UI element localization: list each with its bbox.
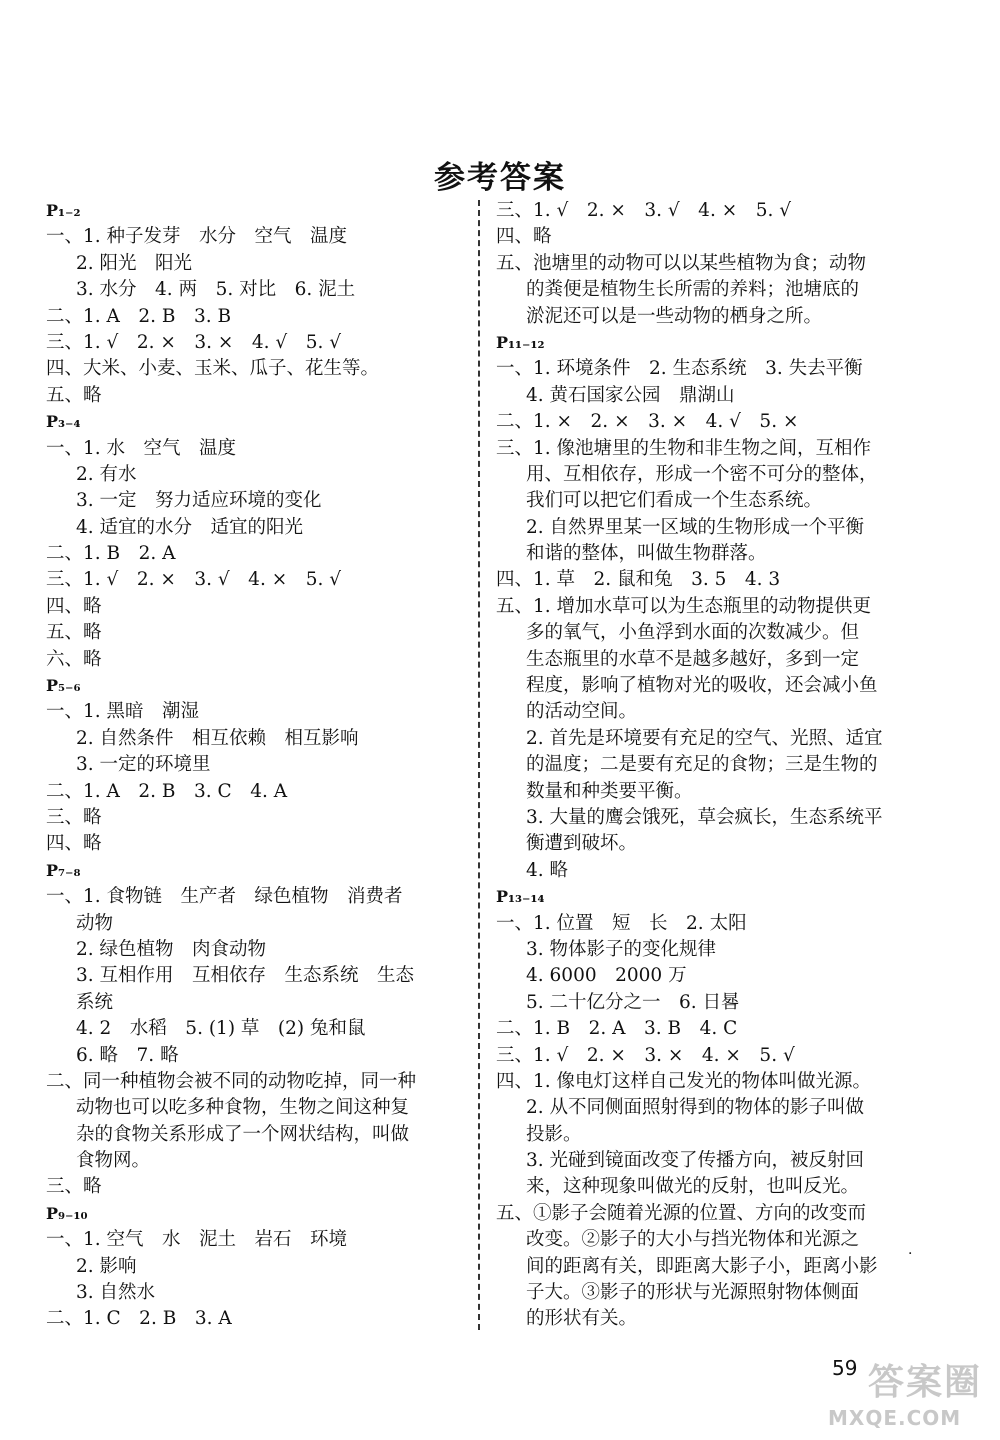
decorative-dot: ·	[908, 1246, 913, 1262]
page-range-heading: P₇₋₈	[46, 860, 81, 880]
answer-line: 多的氧气，小鱼浮到水面的次数减少。但	[526, 622, 860, 644]
answer-line: 三、1. √ 2. × 3. √ 4. × 5. √	[46, 569, 342, 591]
column-divider	[478, 200, 480, 1330]
answer-line: 用、互相依存，形成一个密不可分的整体，	[526, 463, 878, 485]
answer-line: 三、1. √ 2. × 3. × 4. √ 5. √	[46, 331, 342, 353]
answer-line: 4. 略	[526, 859, 569, 881]
answer-line: 4. 黄石国家公园 鼎湖山	[526, 384, 735, 406]
answer-line: 一、1. 种子发芽 水分 空气 温度	[46, 226, 348, 248]
answer-line: 六、略	[46, 648, 102, 670]
answer-line: 来，这种现象叫做光的反射，也叫反光。	[526, 1176, 860, 1198]
answer-line: 程度，影响了植物对光的吸收，还会减小鱼	[526, 675, 878, 697]
answer-line: 4. 2 水稻 5. (1) 草 (2) 兔和鼠	[76, 1018, 366, 1040]
answer-line: 二、1. A 2. B 3. C 4. A	[46, 780, 288, 802]
answer-line: 子大。③影子的形状与光源照射物体侧面	[526, 1282, 860, 1304]
answer-line: 淤泥还可以是一些动物的栖身之所。	[526, 305, 823, 327]
page-range-heading: P₃₋₄	[46, 412, 81, 432]
answer-line: 五、池塘里的动物可以以某些植物为食；动物	[496, 252, 867, 274]
answer-line: 的温度；二是要有充足的食物；三是生物的	[526, 754, 878, 776]
answer-line: 一、1. 位置 短 长 2. 太阳	[496, 912, 747, 934]
answer-line: 间的距离有关，即距离大影子小，距离小影	[526, 1255, 878, 1277]
answer-line: 三、略	[46, 806, 102, 828]
answer-line: 二、同一种植物会被不同的动物吃掉，同一种	[46, 1070, 417, 1092]
answer-line: 4. 6000 2000 万	[526, 965, 687, 987]
answer-line: 和谐的整体，叫做生物群落。	[526, 543, 767, 565]
answer-line: 数量和种类要平衡。	[526, 780, 693, 802]
answer-line: 5. 二十亿分之一 6. 日晷	[526, 991, 740, 1013]
answer-line: 一、1. 环境条件 2. 生态系统 3. 失去平衡	[496, 358, 863, 380]
answer-line: 四、略	[46, 833, 102, 855]
answer-line: 二、1. B 2. A 3. B 4. C	[496, 1018, 738, 1040]
answer-line: 的形状有关。	[526, 1308, 638, 1330]
answer-line: 3. 自然水	[76, 1282, 156, 1304]
answer-line: 生态瓶里的水草不是越多越好，多到一定	[526, 648, 860, 670]
page-range-heading: P₁₋₂	[46, 201, 81, 220]
answer-line: 动物也可以吃多种食物，生物之间这种复	[76, 1097, 410, 1119]
answer-line: 二、1. C 2. B 3. A	[46, 1308, 232, 1330]
page-range-heading: P₁₃₋₁₄	[496, 887, 545, 907]
answer-line: 6. 略 7. 略	[76, 1044, 179, 1066]
answer-line: 食物网。	[76, 1150, 151, 1172]
page-range-heading: P₁₁₋₁₂	[496, 332, 545, 352]
answer-line: 3. 互相作用 互相依存 生态系统 生态	[76, 965, 415, 987]
answer-line: 三、1. 像池塘里的生物和非生物之间，互相作	[496, 437, 872, 459]
answer-line: 3. 光碰到镜面改变了传播方向，被反射回	[526, 1150, 865, 1172]
watermark-url: MXQE.COM	[828, 1406, 962, 1430]
right-answer-column	[496, 198, 916, 1333]
answer-line: 2. 影响	[76, 1255, 137, 1277]
answer-line: 一、1. 水 空气 温度	[46, 437, 237, 459]
page-range-heading: P₅₋₆	[46, 676, 81, 696]
answer-line: 3. 一定 努力适应环境的变化	[76, 490, 322, 512]
answer-line: 三、1. √ 2. × 3. √ 4. × 5. √	[496, 200, 792, 221]
answer-line: 2. 有水	[76, 463, 137, 485]
answer-line: 动物	[76, 912, 114, 934]
page-range-heading: P₉₋₁₀	[46, 1203, 88, 1223]
answer-line: 一、1. 黑暗 潮湿	[46, 701, 200, 723]
answer-line: 五、1. 增加水草可以为生态瓶里的动物提供更	[496, 595, 872, 617]
answer-line: 2. 阳光 阳光	[76, 252, 193, 274]
answer-line: 4. 适宜的水分 适宜的阳光	[76, 516, 304, 538]
answer-line: 三、1. √ 2. × 3. × 4. × 5. √	[496, 1044, 795, 1066]
answer-line: 杂的食物关系形成了一个网状结构，叫做	[76, 1123, 410, 1145]
answer-line: 2. 绿色植物 肉食动物	[76, 938, 267, 960]
answer-line: 系统	[76, 991, 114, 1013]
answer-line: 2. 从不同侧面照射得到的物体的影子叫做	[526, 1097, 865, 1119]
watermark-logo: 答案圈	[868, 1362, 983, 1403]
answer-line: 二、1. × 2. × 3. × 4. √ 5. ×	[496, 411, 799, 433]
answer-line: 四、1. 像电灯这样自己发光的物体叫做光源。	[496, 1070, 872, 1092]
answer-line: 的粪便是植物生长所需的养料；池塘底的	[526, 279, 860, 301]
answer-line: 二、1. A 2. B 3. B	[46, 305, 232, 327]
answer-line: 四、略	[46, 595, 102, 617]
answer-line: 五、略	[46, 622, 102, 644]
answer-line: 二、1. B 2. A	[46, 543, 176, 565]
page-title: 参考答案	[434, 160, 566, 196]
answer-line: 四、略	[496, 226, 552, 248]
answer-line: 四、大米、小麦、玉米、瓜子、花生等。	[46, 358, 380, 380]
answer-line: 3. 大量的鹰会饿死，草会疯长，生态系统平	[526, 806, 883, 828]
answer-line: 四、1. 草 2. 鼠和兔 3. 5 4. 3	[496, 569, 781, 591]
page-number: 59	[832, 1356, 858, 1380]
answer-line: 我们可以把它们看成一个生态系统。	[526, 490, 823, 512]
answer-line: 一、1. 食物链 生产者 绿色植物 消费者	[46, 886, 403, 908]
answer-line: 的活动空间。	[526, 701, 638, 723]
left-answer-column	[46, 198, 466, 1333]
answer-line: 改变。②影子的大小与挡光物体和光源之	[526, 1229, 860, 1251]
answer-line: 3. 一定的环境里	[76, 754, 211, 776]
answer-line: 五、①影子会随着光源的位置、方向的改变而	[496, 1202, 867, 1224]
answer-line: 投影。	[526, 1123, 582, 1145]
answer-line: 3. 水分 4. 两 5. 对比 6. 泥土	[76, 279, 356, 301]
answer-line: 3. 物体影子的变化规律	[526, 938, 717, 960]
answer-line: 衡遭到破坏。	[526, 833, 638, 855]
answer-line: 五、略	[46, 384, 102, 406]
answer-line: 一、1. 空气 水 泥土 岩石 环境	[46, 1229, 348, 1251]
answer-line: 2. 自然条件 相互依赖 相互影响	[76, 727, 359, 749]
answer-line: 三、略	[46, 1176, 102, 1198]
answer-line: 2. 自然界里某一区域的生物形成一个平衡	[526, 516, 865, 538]
answer-line: 2. 首先是环境要有充足的空气、光照、适宜	[526, 727, 883, 749]
